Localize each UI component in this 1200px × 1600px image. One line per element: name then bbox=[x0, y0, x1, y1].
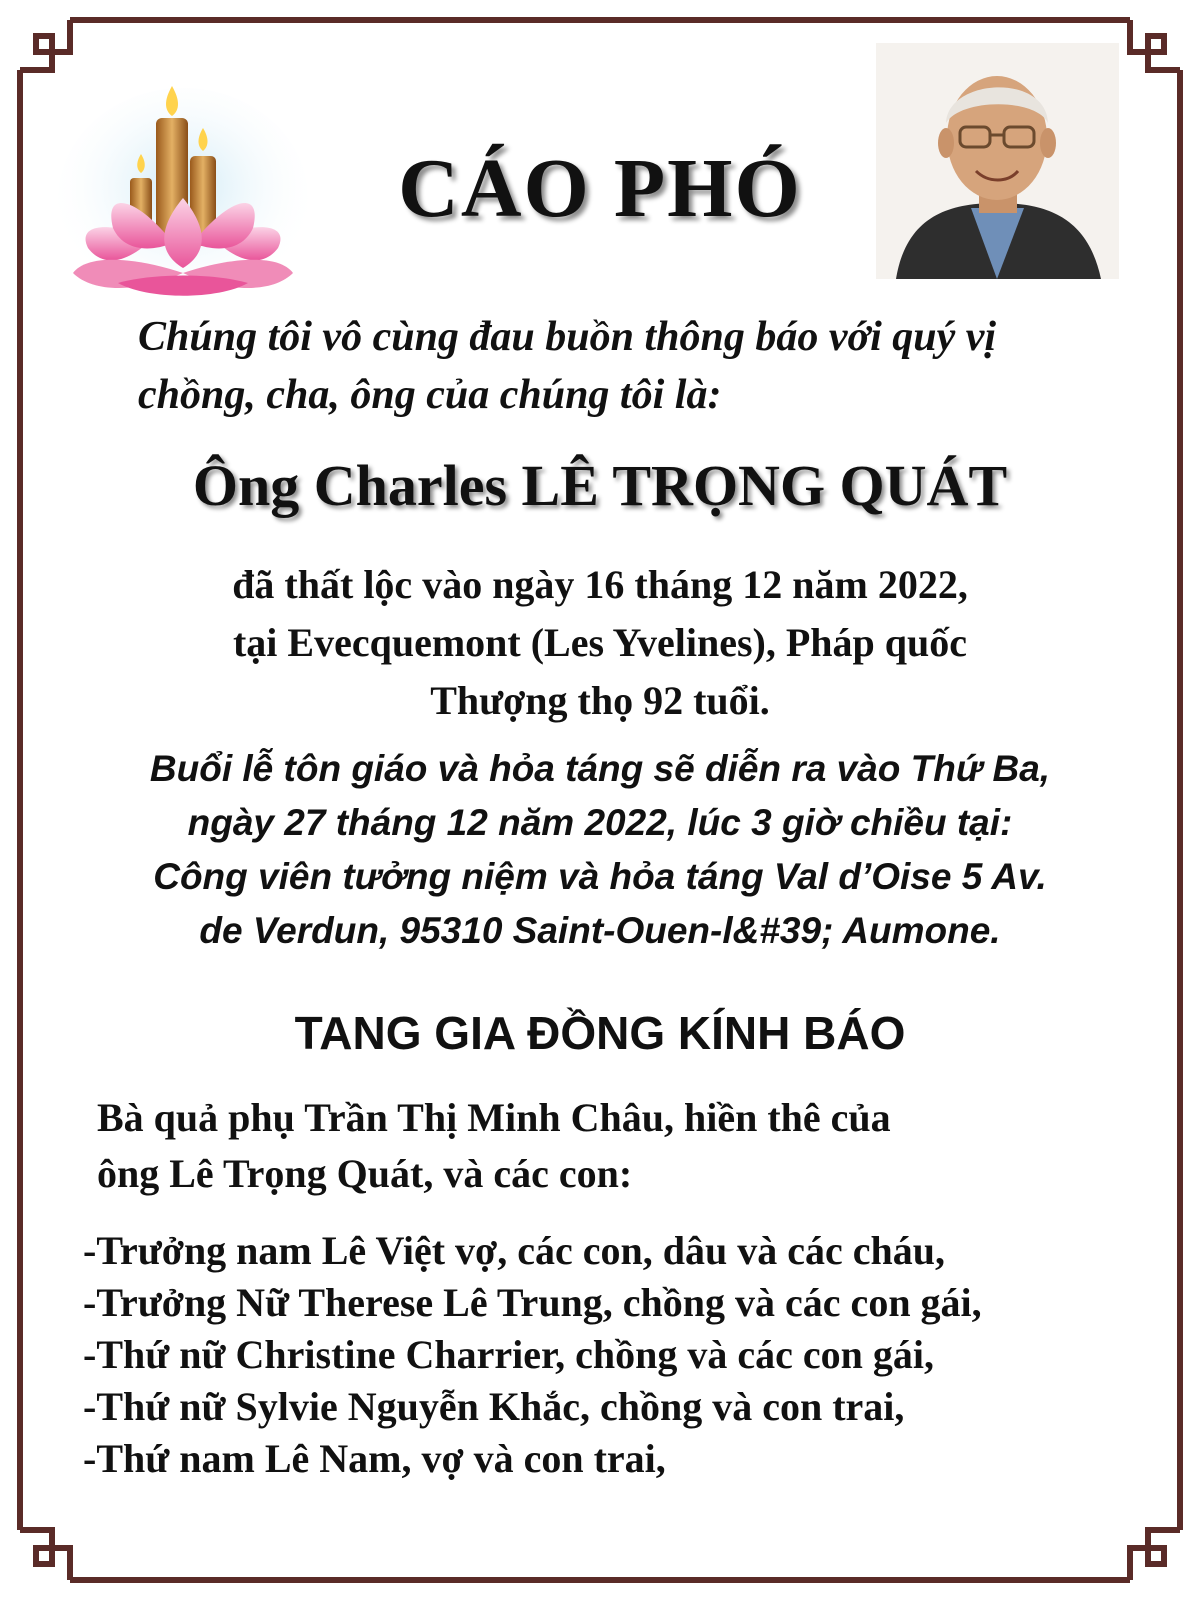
children-list bbox=[83, 1225, 982, 1485]
death-line: Thượng thọ 92 tuổi. bbox=[430, 678, 770, 723]
widow-line: ông Lê Trọng Quát, và các con: bbox=[97, 1151, 633, 1196]
death-line: đã thất lộc vào ngày 16 tháng 12 năm 2022, bbox=[232, 562, 968, 607]
list-item: -Trưởng Nữ Therese Lê Trung, chồng và các con gái, bbox=[83, 1280, 982, 1325]
lotus-candle-icon bbox=[58, 78, 308, 318]
intro-text bbox=[138, 308, 996, 424]
list-item: -Thứ nữ Christine Charrier, chồng và các con gái, bbox=[83, 1332, 934, 1377]
ceremony-details bbox=[0, 742, 1200, 958]
list-item: -Thứ nam Lê Nam, vợ và con trai, bbox=[83, 1436, 666, 1481]
widow-line: Bà quả phụ Trần Thị Minh Châu, hiền thê của bbox=[97, 1095, 891, 1140]
intro-line: chồng, cha, ông của chúng tôi là: bbox=[138, 372, 722, 418]
deceased-name: Ông Charles LÊ TRỌNG QUÁT bbox=[192, 453, 1008, 518]
ceremony-line: ngày 27 tháng 12 năm 2022, lúc 3 giờ chiều tại: bbox=[187, 802, 1013, 843]
widow-text bbox=[97, 1090, 891, 1202]
ceremony-line: de Verdun, 95310 Saint-Ouen-l&#39; Aumone. bbox=[199, 910, 1001, 951]
ceremony-line: Buổi lễ tôn giáo và hỏa táng sẽ diễn ra vào Thứ Ba, bbox=[149, 748, 1051, 789]
ceremony-line: Công viên tưởng niệm và hỏa táng Val d’Oise 5 Av. bbox=[153, 856, 1047, 897]
list-item: -Thứ nữ Sylvie Nguyễn Khắc, chồng và con trai, bbox=[83, 1384, 905, 1429]
family-announcement: TANG GIA ĐỒNG KÍNH BÁO bbox=[294, 1007, 906, 1059]
list-item: -Trưởng nam Lê Việt vợ, các con, dâu và các cháu, bbox=[83, 1228, 945, 1273]
portrait-image bbox=[876, 43, 1119, 279]
portrait-photo bbox=[876, 43, 1119, 279]
intro-line: Chúng tôi vô cùng đau buồn thông báo với quý vị bbox=[138, 314, 997, 360]
death-line: tại Evecquemont (Les Yvelines), Pháp quốc bbox=[232, 620, 968, 665]
death-details bbox=[0, 556, 1200, 730]
page-title: CÁO PHÓ bbox=[398, 142, 802, 235]
